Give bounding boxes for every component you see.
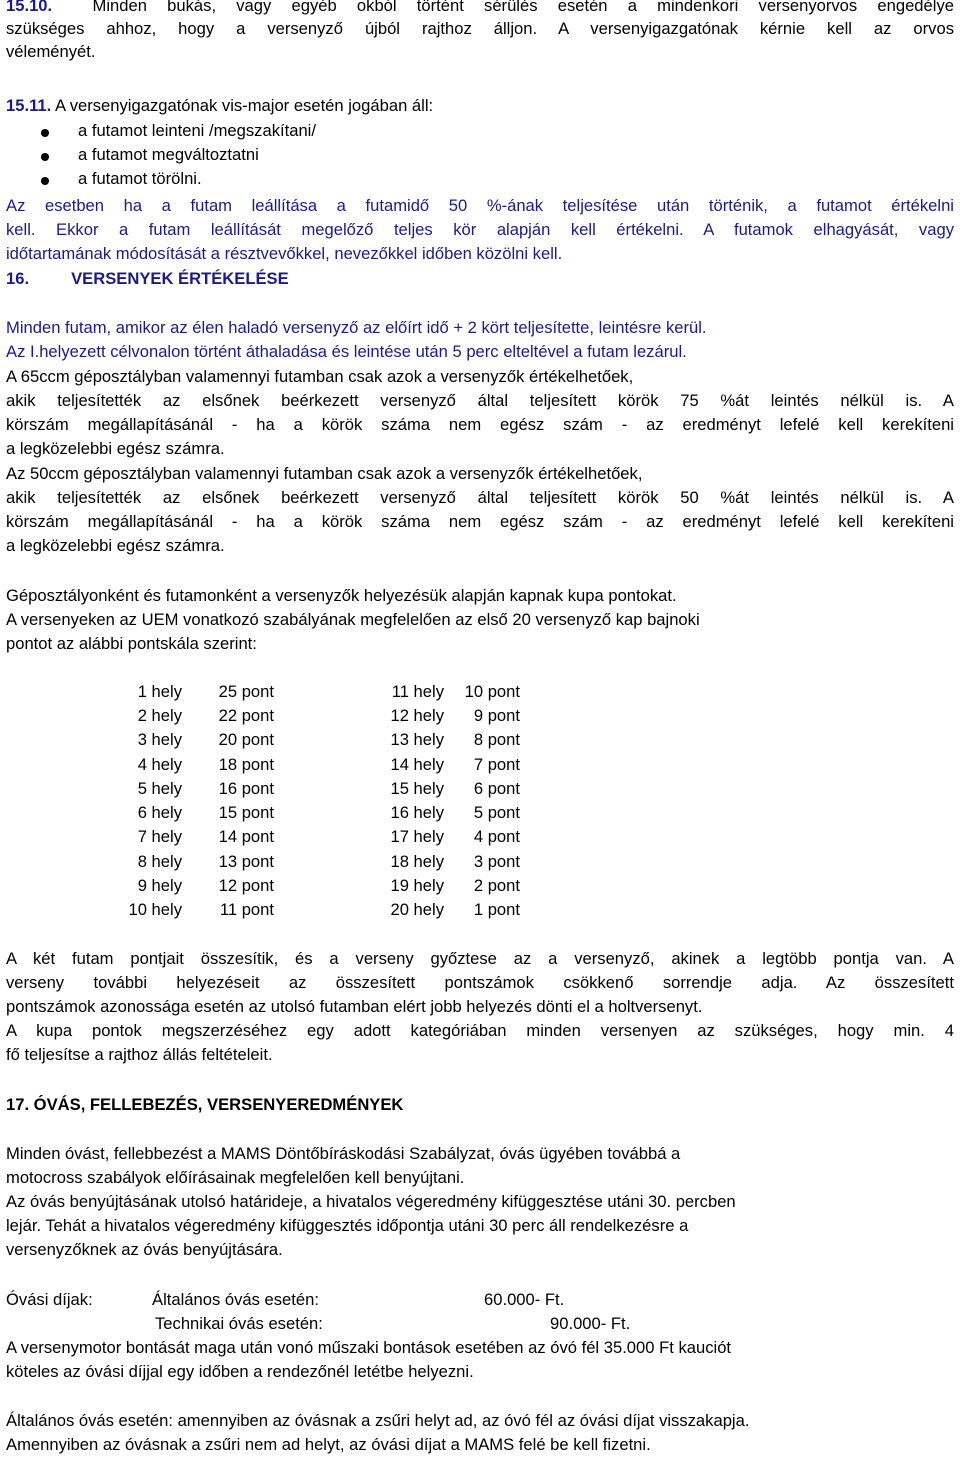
sec-17-heading: 17. ÓVÁS, FELLEBEZÉS, VERSENYEREDMÉNYEK <box>6 1095 404 1114</box>
bullet-item: a futamot megváltoztatni <box>78 145 259 164</box>
sec-16-heading <box>6 268 289 290</box>
bullet-item: a futamot törölni. <box>78 169 202 188</box>
sec-16-p1-line-2: Az I.helyezett célvonalon történt áthaladása és leintése után 5 perc elteltével a futam lezárul. <box>6 342 687 361</box>
sec-15-11-line-3: időtartamának módosítását a résztvevőkkel, nevezőkkel időben közölni kell. <box>6 244 563 263</box>
section-number: 15.10. <box>6 0 53 15</box>
points-row: 9 hely 12 pont <box>137 876 274 895</box>
points-row: 11 hely 10 pont <box>391 682 520 701</box>
fee-general-label: Általános óvás esetén: <box>152 1290 319 1309</box>
sec-16-p3-line-2: verseny további helyezéseit az összesített pontszámok csökkenő sorrendje adja. Az összesített <box>6 973 954 992</box>
sec-15-11-line-1: Az esetben ha a futam leállítása a futamidő 50 %-ának teljesítése után történik, a futamot értékelni <box>6 196 954 215</box>
points-row: 17 hely 4 pont <box>390 827 520 846</box>
points-row: 10 hely 11 pont <box>128 900 274 919</box>
sec-15-10-line-1: 15.10. Minden bukás, vagy egyéb okból történt sérülés esetén a mindenkori versenyorvos engedélye <box>6 0 954 17</box>
sec-16-p2-line-1: Géposztályonként és futamonként a versenyzők helyezésük alapján kapnak kupa pontokat. <box>6 586 677 605</box>
sec-16-p50-line-1: Az 50ccm géposztályban valamennyi futamban csak azok a versenyzők értékelhetőek, <box>6 464 643 483</box>
sec-16-p3-line-4: A kupa pontok megszerzéséhez egy adott kategóriában minden versenyen az szükséges, hogy min. 4 <box>6 1021 954 1040</box>
bullet-item: a futamot leinteni /megszakítani/ <box>78 121 316 140</box>
points-row: 15 hely 6 pont <box>390 779 520 798</box>
sec-16-p3-line-5: fő teljesítse a rajthoz állás feltételeit. <box>6 1045 273 1064</box>
sec-17-p3-line-2: Amennyiben az óvásnak a zsűri nem ad helyt, az óvási díjat a MAMS felé be kell fizetni. <box>6 1435 651 1454</box>
points-row: 19 hely 2 pont <box>390 876 520 895</box>
sec-15-10-line-2: szükséges ahhoz, hogy a versenyző újból rajthoz álljon. A versenyigazgatónak kérnie kell az orvos <box>6 19 954 38</box>
sec-17-p1-line-2: motocross szabályok előírásainak megfelelően kell benyújtani. <box>6 1168 465 1187</box>
sec-16-p50-line-3: körszám megállapításánál - ha a körök száma nem egész szám - az eredményt lefelé kell kerekíteni <box>6 512 954 531</box>
points-row: 18 hely 3 pont <box>390 852 520 871</box>
sec-16-p65-line-4: a legközelebbi egész számra. <box>6 439 225 458</box>
points-row: 16 hely 5 pont <box>390 803 520 822</box>
sec-17-p3-line-1: Általános óvás esetén: amennyiben az óvásnak a zsűri helyt ad, az óvó fél az óvási díjat visszakapja. <box>6 1411 750 1430</box>
points-row: 4 hely 18 pont <box>137 755 274 774</box>
sec-16-p2-line-2: A versenyeken az UEM vonatkozó szabályának megfelelően az első 20 versenyző kap bajnoki <box>6 610 700 629</box>
points-row: 3 hely 20 pont <box>137 730 274 749</box>
sec-17-p1-line-3: Az óvás benyújtásának utolsó határideje, a hivatalos végeredmény kifüggesztése utáni 30. percben <box>6 1192 736 1211</box>
sec-16-p50-line-2: akik teljesítették az elsőnek beérkezett versenyző által teljesített körök 50 %át leintés nélkül is. A <box>6 488 954 507</box>
section-title: VERSENYEK ÉRTÉKELÉSE <box>71 269 289 288</box>
section-number: 15.11. <box>6 96 52 115</box>
sec-16-p1-line-1: Minden futam, amikor az élen haladó versenyző az előírt idő + 2 kört teljesítette, leintésre kerül. <box>6 318 707 337</box>
points-row: 1 hely 25 pont <box>137 682 274 701</box>
bullet-icon <box>41 129 49 137</box>
sec-17-p2-line-1: A versenymotor bontását maga után vonó műszaki bontások esetében az óvó fél 35.000 Ft kauciót <box>6 1338 732 1357</box>
section-number: 16. <box>6 269 30 288</box>
sec-15-11-intro: 15.11. A versenyigazgatónak vis-major esetén jogában áll: <box>6 96 434 115</box>
sec-17-p1-line-4: lejár. Tehát a hivatalos végeredmény kifüggesztés időpontja utáni 30 perc áll rendelkezésre a <box>6 1216 689 1235</box>
points-row: 13 hely 8 pont <box>390 730 520 749</box>
sec-16-p65-line-3: körszám megállapításánál - ha a körök száma nem egész szám - az eredményt lefelé kell kerekíteni <box>6 415 954 434</box>
fee-general-value: 60.000- Ft. <box>484 1290 565 1309</box>
sec-17-p2-line-2: köteles az óvási díjjal egy időben a rendezőnél letétbe helyezni. <box>6 1362 474 1381</box>
bullet-icon <box>41 177 49 185</box>
points-row: 2 hely 22 pont <box>137 706 274 725</box>
points-row: 5 hely 16 pont <box>137 779 274 798</box>
fee-technical-label: Technikai óvás esetén: <box>155 1314 323 1333</box>
points-row: 6 hely 15 pont <box>137 803 274 822</box>
sec-16-p65-line-2: akik teljesítették az elsőnek beérkezett versenyző által teljesített körök 75 %át leintés nélkül is. A <box>6 391 954 410</box>
sec-16-p65-line-1: A 65ccm géposztályban valamennyi futamban csak azok a versenyzők értékelhetőek, <box>6 367 634 386</box>
sec-16-p2-line-3: pontot az alábbi pontskála szerint: <box>6 634 257 653</box>
points-row: 12 hely 9 pont <box>390 706 520 725</box>
sec-17-p1-line-1: Minden óvást, fellebbezést a MAMS Döntőbíráskodási Szabályzat, óvás ügyében továbbá a <box>6 1144 681 1163</box>
sec-16-p3-line-1: A két futam pontjait összesítik, és a verseny győztese az a versenyző, akinek a legtöbb pontja van. A <box>6 949 954 968</box>
fee-technical-value: 90.000- Ft. <box>550 1314 631 1333</box>
points-row: 14 hely 7 pont <box>390 755 520 774</box>
points-row: 20 hely 1 pont <box>390 900 520 919</box>
sec-17-p1-line-5: versenyzőknek az óvás benyújtására. <box>6 1240 283 1259</box>
sec-16-p50-line-4: a legközelebbi egész számra. <box>6 536 225 555</box>
sec-16-p3-line-3: pontszámok azonossága esetén az utolsó futamban elért jobb helyezés dönti el a holtversenyt. <box>6 997 703 1016</box>
bullet-icon <box>41 153 49 161</box>
fees-label: Óvási díjak: <box>6 1290 93 1309</box>
points-row: 8 hely 13 pont <box>137 852 274 871</box>
sec-15-10-line-3: véleményét. <box>6 42 96 61</box>
sec-15-11-line-2: kell. Ekkor a futam leállítását megelőző teljes kör alapján kell értékelni. A futamok elhagyását, vagy <box>6 220 954 239</box>
points-row: 7 hely 14 pont <box>137 827 274 846</box>
